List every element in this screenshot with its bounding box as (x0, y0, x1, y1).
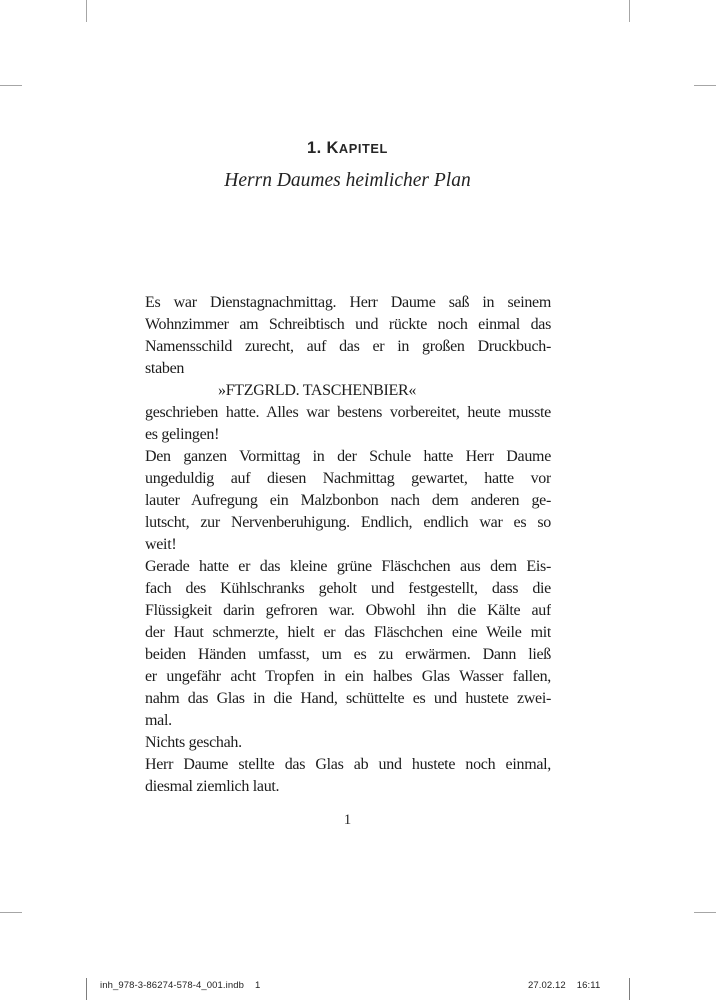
crop-mark-bottom-right-vertical (629, 978, 630, 1000)
body-text (145, 292, 551, 798)
body-line: er ungefähr acht Tropfen in ein halbes Glas Wasser fallen, (145, 668, 551, 685)
crop-mark-bottom-left-horizontal (0, 912, 22, 913)
chapter-title-smallcaps: APITEL (338, 141, 388, 156)
body-line: Wohnzimmer am Schreibtisch und rückte noch einmal das (145, 316, 551, 333)
chapter-title-prefix: 1. K (307, 139, 339, 157)
body-line: weit! (145, 536, 177, 553)
body-line: Den ganzen Vormittag in der Schule hatte Herr Daume (145, 448, 551, 465)
body-line: lauter Aufregung ein Malzbonbon nach dem anderen ge- (145, 492, 551, 509)
body-line: ungeduldig auf diesen Nachmittag gewartet, hatte vor (145, 470, 551, 487)
chapter-title (145, 139, 550, 158)
body-line: Herr Daume stellte das Glas ab und hustete noch einmal, (145, 756, 551, 773)
body-line: der Haut schmerzte, hielt er das Fläschchen eine Weile mit (145, 624, 551, 641)
footer-date: 27.02.12 (528, 980, 566, 991)
body-line: Namensschild zurecht, auf das er in großen Druckbuch- (145, 338, 551, 355)
crop-mark-top-left-horizontal (0, 85, 22, 86)
crop-mark-bottom-right-horizontal (694, 912, 716, 913)
body-line: nahm das Glas in die Hand, schüttelte es und hustete zwei- (145, 690, 551, 707)
body-line: es gelingen! (145, 426, 220, 443)
footer-sheet-number: 1 (255, 980, 261, 991)
crop-mark-bottom-left-vertical (86, 978, 87, 1000)
footer-time: 16:11 (576, 980, 601, 991)
body-line: staben (145, 360, 185, 377)
body-line: lutscht, zur Nervenberuhigung. Endlich, endlich war es so (145, 514, 551, 531)
chapter-subtitle: Herrn Daumes heimlicher Plan (224, 170, 471, 191)
body-line: Nichts geschah. (145, 734, 242, 751)
footer-slug-filename (100, 980, 260, 991)
body-line: fach des Kühlschranks geholt und festgestellt, dass die (145, 580, 551, 597)
body-line-name-tag: »FTZGRLD. TASCHENBIER« (218, 382, 417, 399)
body-line: Es war Dienstagnachmittag. Herr Daume saß in seinem (145, 294, 551, 311)
crop-mark-top-right-vertical (629, 0, 630, 22)
body-line: mal. (145, 712, 172, 729)
page-number: 1 (343, 812, 352, 828)
body-line: Gerade hatte er das kleine grüne Fläschchen aus dem Eis- (145, 558, 551, 575)
body-line: beiden Händen umfasst, um es zu erwärmen. Dann ließ (145, 646, 551, 663)
body-line: geschrieben hatte. Alles war bestens vorbereitet, heute musste (145, 404, 551, 421)
crop-mark-top-left-vertical (86, 0, 87, 22)
body-line: Flüssigkeit darin gefroren war. Obwohl ihn die Kälte auf (145, 602, 551, 619)
footer-filename: inh_978-3-86274-578-4_001.indb (100, 980, 245, 991)
body-line: diesmal ziemlich laut. (145, 778, 280, 795)
crop-mark-top-right-horizontal (694, 85, 716, 86)
footer-slug-datetime (528, 980, 600, 991)
